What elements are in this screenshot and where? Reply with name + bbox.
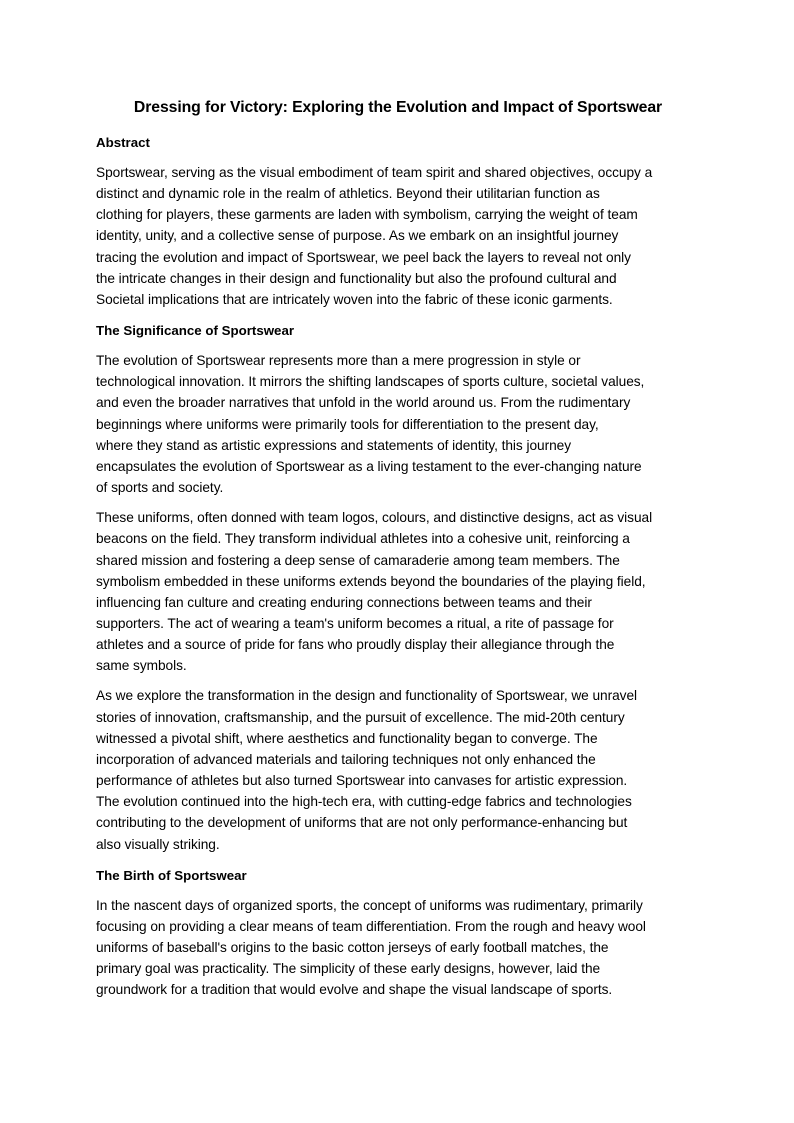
document-page	[96, 93, 700, 1009]
text-line: focusing on providing a clear means of team differentiation. From the rough and heavy wool	[96, 918, 646, 934]
text-line: shared mission and fostering a deep sense of camaraderie among team members. The	[96, 552, 620, 568]
text-line: also visually striking.	[96, 836, 220, 852]
document-body	[96, 131, 700, 1000]
text-line: encapsulates the evolution of Sportswear as a living testament to the ever-changing nature	[96, 458, 642, 474]
text-line: beacons on the field. They transform individual athletes into a cohesive unit, reinforcing a	[96, 531, 630, 547]
paragraph	[96, 507, 700, 676]
text-line: identity, unity, and a collective sense of purpose. As we embark on an insightful journey	[96, 228, 619, 244]
section-heading: The Birth of Sportswear	[96, 867, 247, 883]
text-line: incorporation of advanced materials and tailoring techniques not only enhanced the	[96, 751, 596, 767]
text-line: where they stand as artistic expressions and statements of identity, this journey	[96, 437, 571, 453]
text-line: tracing the evolution and impact of Sportswear, we peel back the layers to reveal not only	[96, 249, 631, 265]
paragraph	[96, 162, 700, 310]
text-line: Societal implications that are intricately woven into the fabric of these iconic garments.	[96, 291, 613, 307]
text-line: the intricate changes in their design and functionality but also the profound cultural and	[96, 270, 617, 286]
text-line: primary goal was practicality. The simplicity of these early designs, however, laid the	[96, 961, 601, 977]
text-line: clothing for players, these garments are laden with symbolism, carrying the weight of team	[96, 207, 638, 223]
text-line: performance of athletes but also turned Sportswear into canvases for artistic expression.	[96, 773, 628, 789]
text-line: groundwork for a tradition that would evolve and shape the visual landscape of sports.	[96, 982, 613, 998]
text-line: supporters. The act of wearing a team's uniform becomes a ritual, a rite of passage for	[96, 615, 614, 631]
text-line: athletes and a source of pride for fans who proudly display their allegiance through the	[96, 637, 615, 653]
text-line: contributing to the development of uniforms that are not only performance-enhancing but	[96, 815, 628, 831]
text-line: distinct and dynamic role in the realm of athletics. Beyond their utilitarian function as	[96, 186, 600, 202]
text-line: The evolution of Sportswear represents more than a mere progression in style or	[96, 353, 581, 369]
paragraph	[96, 895, 700, 1001]
section-heading: The Significance of Sportswear	[96, 323, 295, 339]
text-line: Sportswear, serving as the visual embodiment of team spirit and shared objectives, occupy a	[96, 165, 653, 180]
paragraph	[96, 350, 700, 498]
text-line: of sports and society.	[96, 480, 224, 496]
text-line: influencing fan culture and creating enduring connections between teams and their	[96, 594, 592, 610]
text-line: In the nascent days of organized sports, the concept of uniforms was rudimentary, primarily	[96, 897, 643, 913]
section-heading: Abstract	[96, 135, 150, 150]
text-line: As we explore the transformation in the design and functionality of Sportswear, we unravel	[96, 688, 638, 704]
text-line: and even the broader narratives that unfold in the world around us. From the rudimentary	[96, 395, 631, 411]
text-line: witnessed a pivotal shift, where aesthetics and functionality began to converge. The	[96, 730, 598, 746]
text-line: technological innovation. It mirrors the shifting landscapes of sports culture, societal values,	[96, 374, 645, 390]
text-line: symbolism embedded in these uniforms extends beyond the boundaries of the playing field,	[96, 573, 646, 589]
text-line: These uniforms, often donned with team logos, colours, and distinctive designs, act as visual	[96, 510, 653, 526]
text-line: stories of innovation, craftsmanship, and the pursuit of excellence. The mid-20th century	[96, 709, 625, 725]
text-line: same symbols.	[96, 658, 187, 674]
text-line: uniforms of baseball's origins to the basic cotton jerseys of early football matches, the	[96, 940, 609, 955]
paragraph	[96, 685, 700, 854]
text-line: The evolution continued into the high-tech era, with cutting-edge fabrics and technologies	[96, 794, 632, 810]
document-title: Dressing for Victory: Exploring the Evolution and Impact of Sportswear	[133, 99, 663, 116]
text-line: beginnings where uniforms were primarily tools for differentiation to the present day,	[96, 416, 599, 432]
